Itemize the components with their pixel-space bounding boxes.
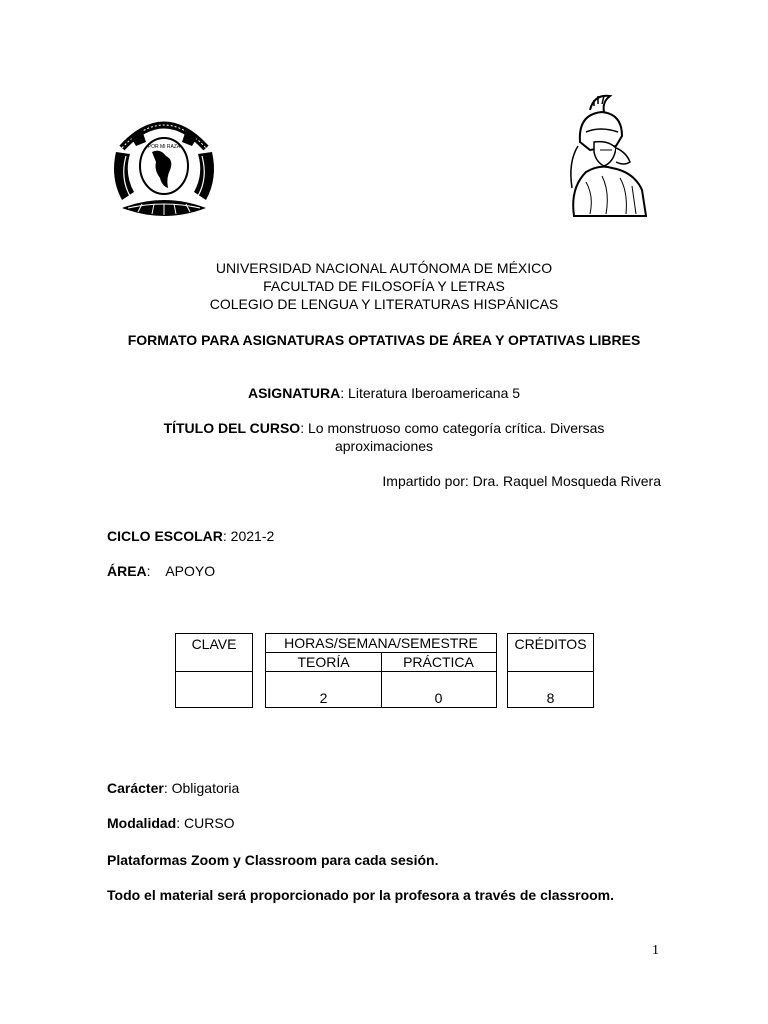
clave-box [175,633,253,708]
college-name: COLEGIO DE LENGUA Y LITERATURAS HISPÁNICAS [209,296,559,312]
faculty-name: FACULTAD DE FILOSOFÍA Y LETRAS [263,278,505,294]
ciclo-value: : 2021-2 [222,528,275,544]
modalidad-label: Modalidad [107,815,177,831]
creditos-value: 8 [546,690,555,706]
asignatura-label: ASIGNATURA [247,385,341,401]
university-name: UNIVERSIDAD NACIONAL AUTÓNOMA DE MÉXICO [215,260,553,276]
titulo-label: TÍTULO DEL CURSO [163,420,301,436]
teoria-value: 2 [319,690,328,706]
plataformas-note: Plataformas Zoom y Classroom para cada sesión. [107,852,439,868]
instructor-line: Impartido por: Dra. Raquel Mosqueda Rivera [382,473,661,489]
caracter-value: : Obligatoria [163,780,240,796]
practica-value: 0 [434,690,443,706]
area-label: ÁREA [107,563,147,579]
creditos-header: CRÉDITOS [514,636,587,652]
creditos-box [507,633,594,708]
titulo-line [0,420,768,437]
ciclo-label: CICLO ESCOLAR [107,528,223,544]
unam-seal-icon [108,108,220,224]
ciclo-line [107,528,274,545]
asignatura-line [0,385,768,402]
practica-header: PRÁCTICA [403,654,474,670]
caracter-line [107,780,239,797]
teoria-header: TEORÍA [297,654,350,670]
horas-box [265,633,497,708]
svg-text:POR MI RAZA: POR MI RAZA [147,144,181,150]
horas-header: HORAS/SEMANA/SEMESTRE [284,635,478,651]
material-note: Todo el material será proporcionado por la profesora a través de classroom. [107,887,615,903]
modalidad-line [107,815,235,832]
area-line [107,563,215,580]
athena-ffyl-logo-icon [550,92,656,220]
clave-header: CLAVE [191,636,237,652]
page-number: 1 [652,943,659,958]
titulo-value-line2: aproximaciones [334,438,434,454]
area-value: : APOYO [146,563,216,579]
caracter-label: Carácter [107,780,164,796]
modalidad-value: : CURSO [176,815,235,831]
asignatura-value: : Literatura Iberoamericana 5 [340,385,521,401]
titulo-value-line1: : Lo monstruoso como categoría crítica. Diversas [300,420,605,436]
format-title: FORMATO PARA ASIGNATURAS OPTATIVAS DE ÁREA Y OPTATIVAS LIBRES [127,332,641,348]
